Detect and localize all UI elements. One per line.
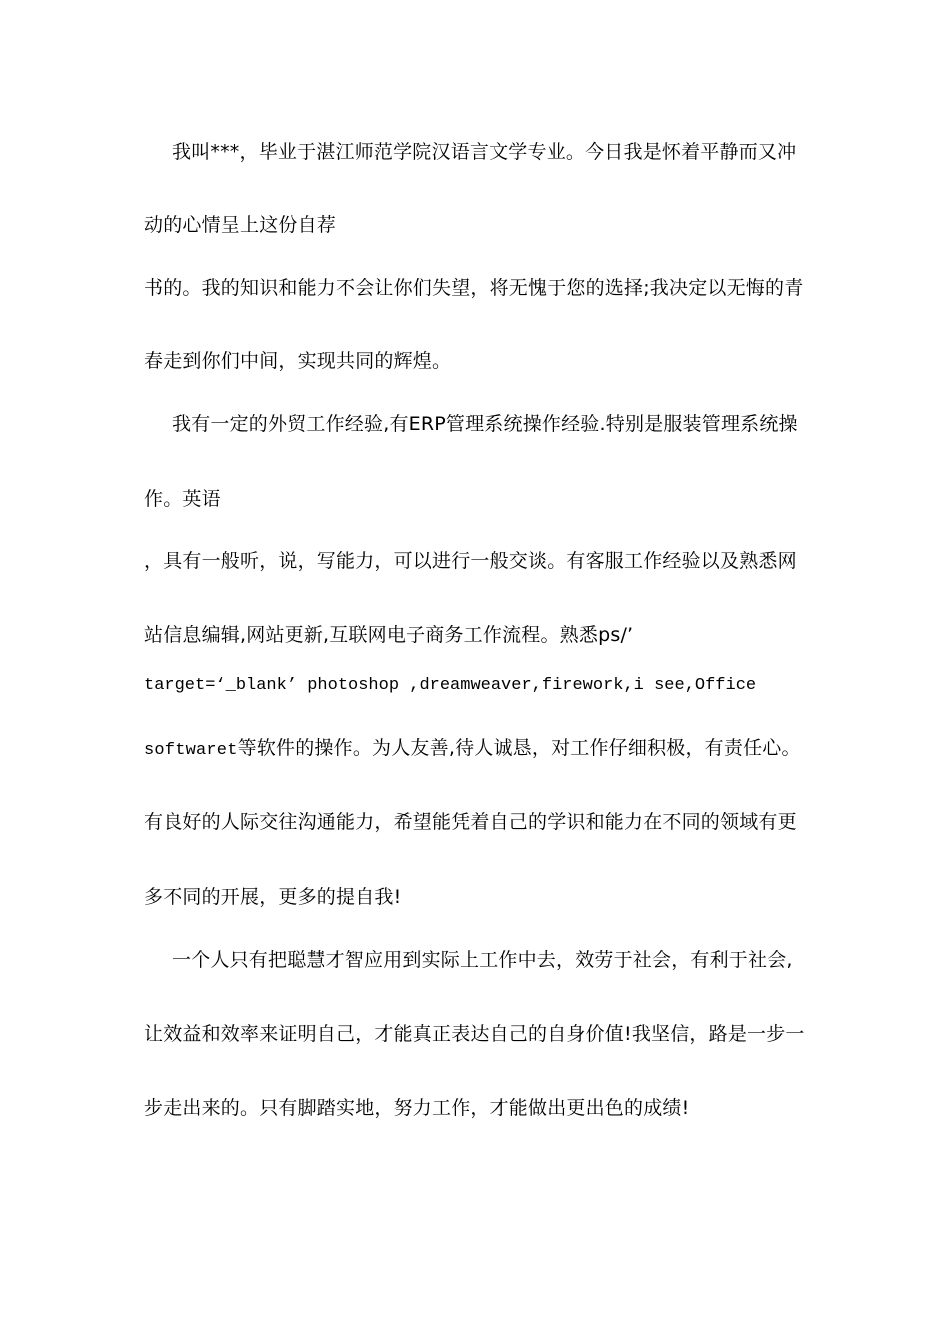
text-line: 有良好的人际交往沟通能力，希望能凭着自己的学识和能力在不同的领域有更 — [144, 811, 797, 833]
text-line: 春走到你们中间，实现共同的辉煌。 — [144, 350, 452, 372]
text-line: ，具有一般听，说，写能力，可以进行一般交谈。有客服工作经验以及熟悉网 — [144, 550, 797, 572]
text-line: 站信息编辑,网站更新,互联网电子商务工作流程。熟悉ps/’ — [144, 624, 634, 646]
text-line: 步走出来的。只有脚踏实地，努力工作，才能做出更出色的成绩! — [144, 1097, 690, 1119]
text-line: 我叫***，毕业于湛江师范学院汉语言文学专业。今日我是怀着平静而又冲 — [172, 141, 797, 163]
text-line-mixed — [144, 735, 801, 764]
text-line: 一个人只有把聪慧才智应用到实际上工作中去，效劳于社会，有利于社会, — [172, 949, 793, 971]
text-line: 多不同的开展，更多的提自我! — [144, 886, 402, 908]
text-line: 动的心情呈上这份自荐 — [144, 214, 337, 236]
code-line: target=‘_blank’ photoshop ,dreamweaver,firework,i see,Office — [144, 676, 757, 695]
text-segment: 等软件的操作。为人友善,待人诚恳，对工作仔细积极，有责任心。 — [237, 737, 801, 759]
text-line: 让效益和效率来证明自己，才能真正表达自己的自身价值!我坚信，路是一步一 — [144, 1023, 805, 1045]
text-line: 作。英语 — [144, 488, 221, 510]
text-line: 书的。我的知识和能力不会让你们失望，将无愧于您的选择;我决定以无悔的青 — [144, 277, 804, 299]
text-line: 我有一定的外贸工作经验,有ERP管理系统操作经验.特别是服装管理系统操 — [172, 413, 798, 435]
software-term: softwaret — [144, 741, 238, 760]
